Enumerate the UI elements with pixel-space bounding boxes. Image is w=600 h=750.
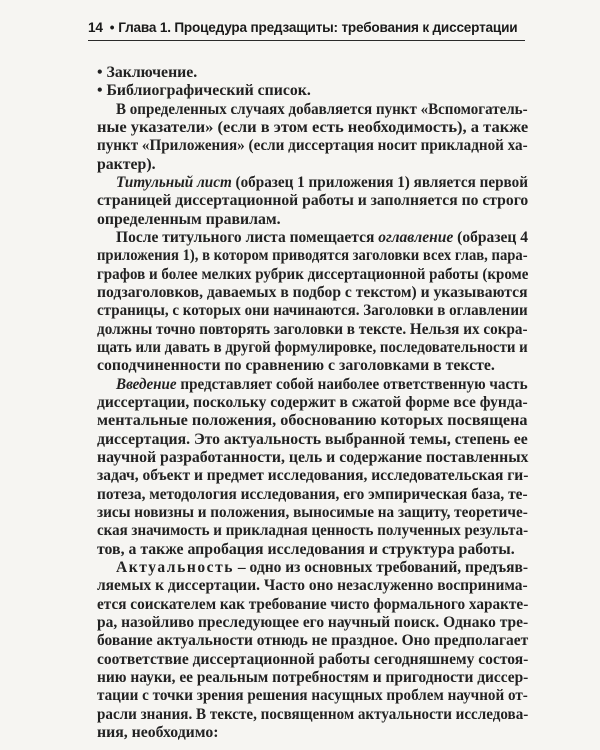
list-item: • Библиографический список. <box>97 82 311 100</box>
text-line: Титульный лист (образец 1 приложения 1) является первой <box>116 174 528 191</box>
list-item: • Заключение. <box>97 64 198 81</box>
text-line: ляемых к диссертации. Часто оно незаслуженно воспринима- <box>97 577 528 595</box>
chapter-title: Глава 1. Процедура предзащиты: требования к диссертации <box>118 20 518 35</box>
text-line: зисы новизны и положения, выносимые на защиту, теоретиче- <box>97 504 528 521</box>
text-line: В определенных случаях добавляется пункт «Вспомогатель- <box>116 100 528 118</box>
text-line: задач, объект и предмет исследования, исследовательская ги- <box>97 467 529 485</box>
text-line: страницы, с которых они начинаются. Заголовки в оглавлении <box>97 302 528 320</box>
text-line: тации с точки зрения решения насущных проблем научной от- <box>97 687 528 705</box>
text-line: расли знания. В тексте, посвященном актуальности исследова- <box>97 705 529 723</box>
text-line: определенным правилам. <box>97 210 281 228</box>
text-line: ская значимость и прикладная ценность полученных результа- <box>97 522 529 540</box>
text-line: диссертации, поскольку содержит в сжатой форме все фунда- <box>97 394 528 411</box>
text-line: ные указатели» (если в этом есть необходимость), а также <box>97 119 529 136</box>
term-relevance: Актуальность <box>116 559 235 576</box>
text-line: графов и более мелких рубрик диссертационной работы (кроме <box>97 265 529 283</box>
text-line: должны точно повторять заголовки в тексте. Нельзя их сокра- <box>97 320 528 338</box>
text-line: соответствие диссертационной работы сегодняшнему состоя- <box>97 650 529 668</box>
text-line: ментальные положения, обоснованию которых посвящена <box>97 412 528 430</box>
text-line: нию науки, ее реальным потребностям и пригодности диссер- <box>97 669 529 686</box>
text-line: приложения 1), в котором приводятся заголовки всех глав, пара- <box>97 247 528 265</box>
text-line: научной разработанности, цель и содержание поставленных <box>97 449 529 466</box>
text-line: Актуальность – одно из основных требований, предъяв- <box>116 559 529 576</box>
text-line: ния, необходимо: <box>97 724 219 741</box>
text-line: ется соискателем как требование чисто формального характе- <box>97 595 529 613</box>
text-line: рактер). <box>97 155 156 173</box>
term-contents: оглавление <box>378 229 454 246</box>
text-line: После титульного листа помещается оглавление (образец 4 <box>116 229 529 246</box>
text-line: подзаголовков, даваемых в подбор с текстом) и указываются <box>97 284 528 301</box>
text-line: Введение представляет собой наиболее ответственную часть <box>116 375 528 393</box>
text-line: пункт «Приложения» (если диссертация носит прикладной ха- <box>97 137 528 155</box>
text-line: ра, назойливо преследующее его научный поиск. Однако тре- <box>97 614 529 631</box>
text-line: бование актуальности отнюдь не праздное. Оно предполагает <box>97 632 529 650</box>
header-bullet: • <box>109 20 115 35</box>
text-line: щать или давать в другой формулировке, последовательности и <box>97 339 528 356</box>
term-title-page: Титульный лист <box>116 174 232 191</box>
page-number: 14 <box>88 20 103 35</box>
text-line: диссертация. Это актуальность выбранной темы, степень ее <box>97 430 528 448</box>
term-introduction: Введение <box>116 375 177 393</box>
text-line: тов, а также апробация исследования и структура работы. <box>97 540 515 558</box>
text-line: потеза, методология исследования, его эмпирическая база, те- <box>97 485 528 503</box>
text-line: соподчиненности по сравнению с заголовками в тексте. <box>97 357 495 375</box>
text-line: страницей диссертационной работы и заполняется по строго <box>97 192 529 210</box>
